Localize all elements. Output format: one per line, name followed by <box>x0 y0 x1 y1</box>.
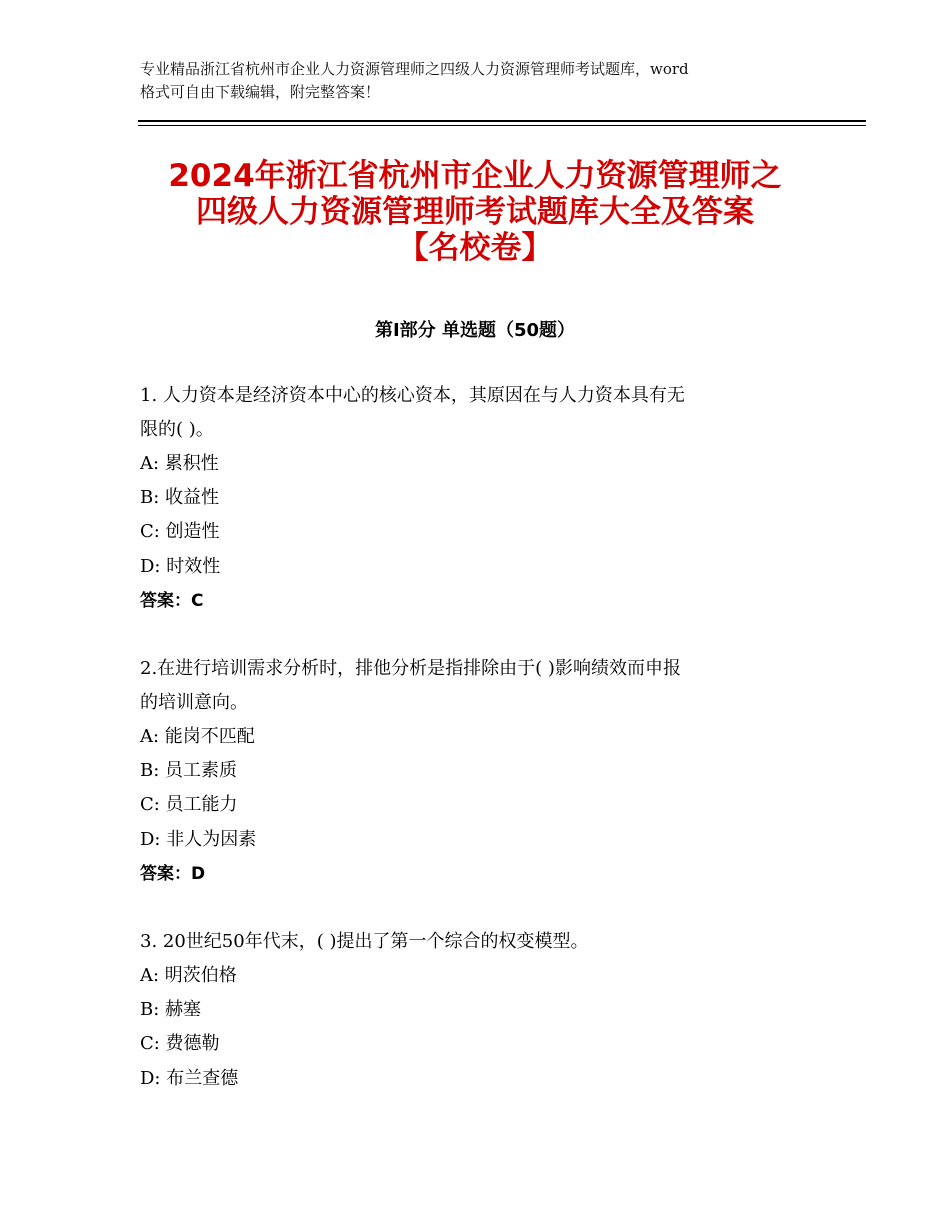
title-line: 【名校卷】 <box>397 230 553 266</box>
option-c: C: 员工能力 <box>140 794 238 815</box>
option-d: D: 时效性 <box>140 556 221 577</box>
section-heading: 第Ⅰ部分 单选题（50题） <box>374 320 575 341</box>
question-stem: 1. 人力资本是经济资本中心的核心资本，其原因在与人力资本具有无 <box>140 385 685 406</box>
answer: 答案：D <box>140 864 206 884</box>
title-line: 2024年浙江省杭州市企业人力资源管理师之 <box>168 158 782 194</box>
header-rule-thick <box>138 120 866 122</box>
option-b: B: 收益性 <box>140 487 220 508</box>
header-rule-thin <box>138 125 866 126</box>
option-b: B: 员工素质 <box>140 760 238 781</box>
option-c: C: 创造性 <box>140 521 220 542</box>
question-stem: 2.在进行培训需求分析时，排他分析是指排除由于( )影响绩效而申报 <box>140 658 681 679</box>
question-stem: 3. 20世纪50年代末，( )提出了第一个综合的权变模型。 <box>140 931 589 952</box>
question-stem: 限的( )。 <box>140 419 214 440</box>
header-note <box>140 58 820 104</box>
option-a: A: 明茨伯格 <box>140 965 237 986</box>
option-a: A: 累积性 <box>140 453 219 474</box>
header-note-line: 格式可自由下载编辑，附完整答案！ <box>140 83 381 101</box>
option-a: A: 能岗不匹配 <box>140 726 255 747</box>
title-line: 四级人力资源管理师考试题库大全及答案 <box>196 194 754 230</box>
document-title <box>60 158 890 266</box>
option-d: D: 布兰查德 <box>140 1068 239 1089</box>
option-d: D: 非人为因素 <box>140 829 257 850</box>
question-stem: 的培训意向。 <box>140 692 248 713</box>
header-note-line: 专业精品浙江省杭州市企业人力资源管理师之四级人力资源管理师考试题库，word <box>140 60 689 78</box>
option-b: B: 赫塞 <box>140 999 202 1020</box>
answer: 答案：C <box>140 591 204 611</box>
option-c: C: 费德勒 <box>140 1033 220 1054</box>
